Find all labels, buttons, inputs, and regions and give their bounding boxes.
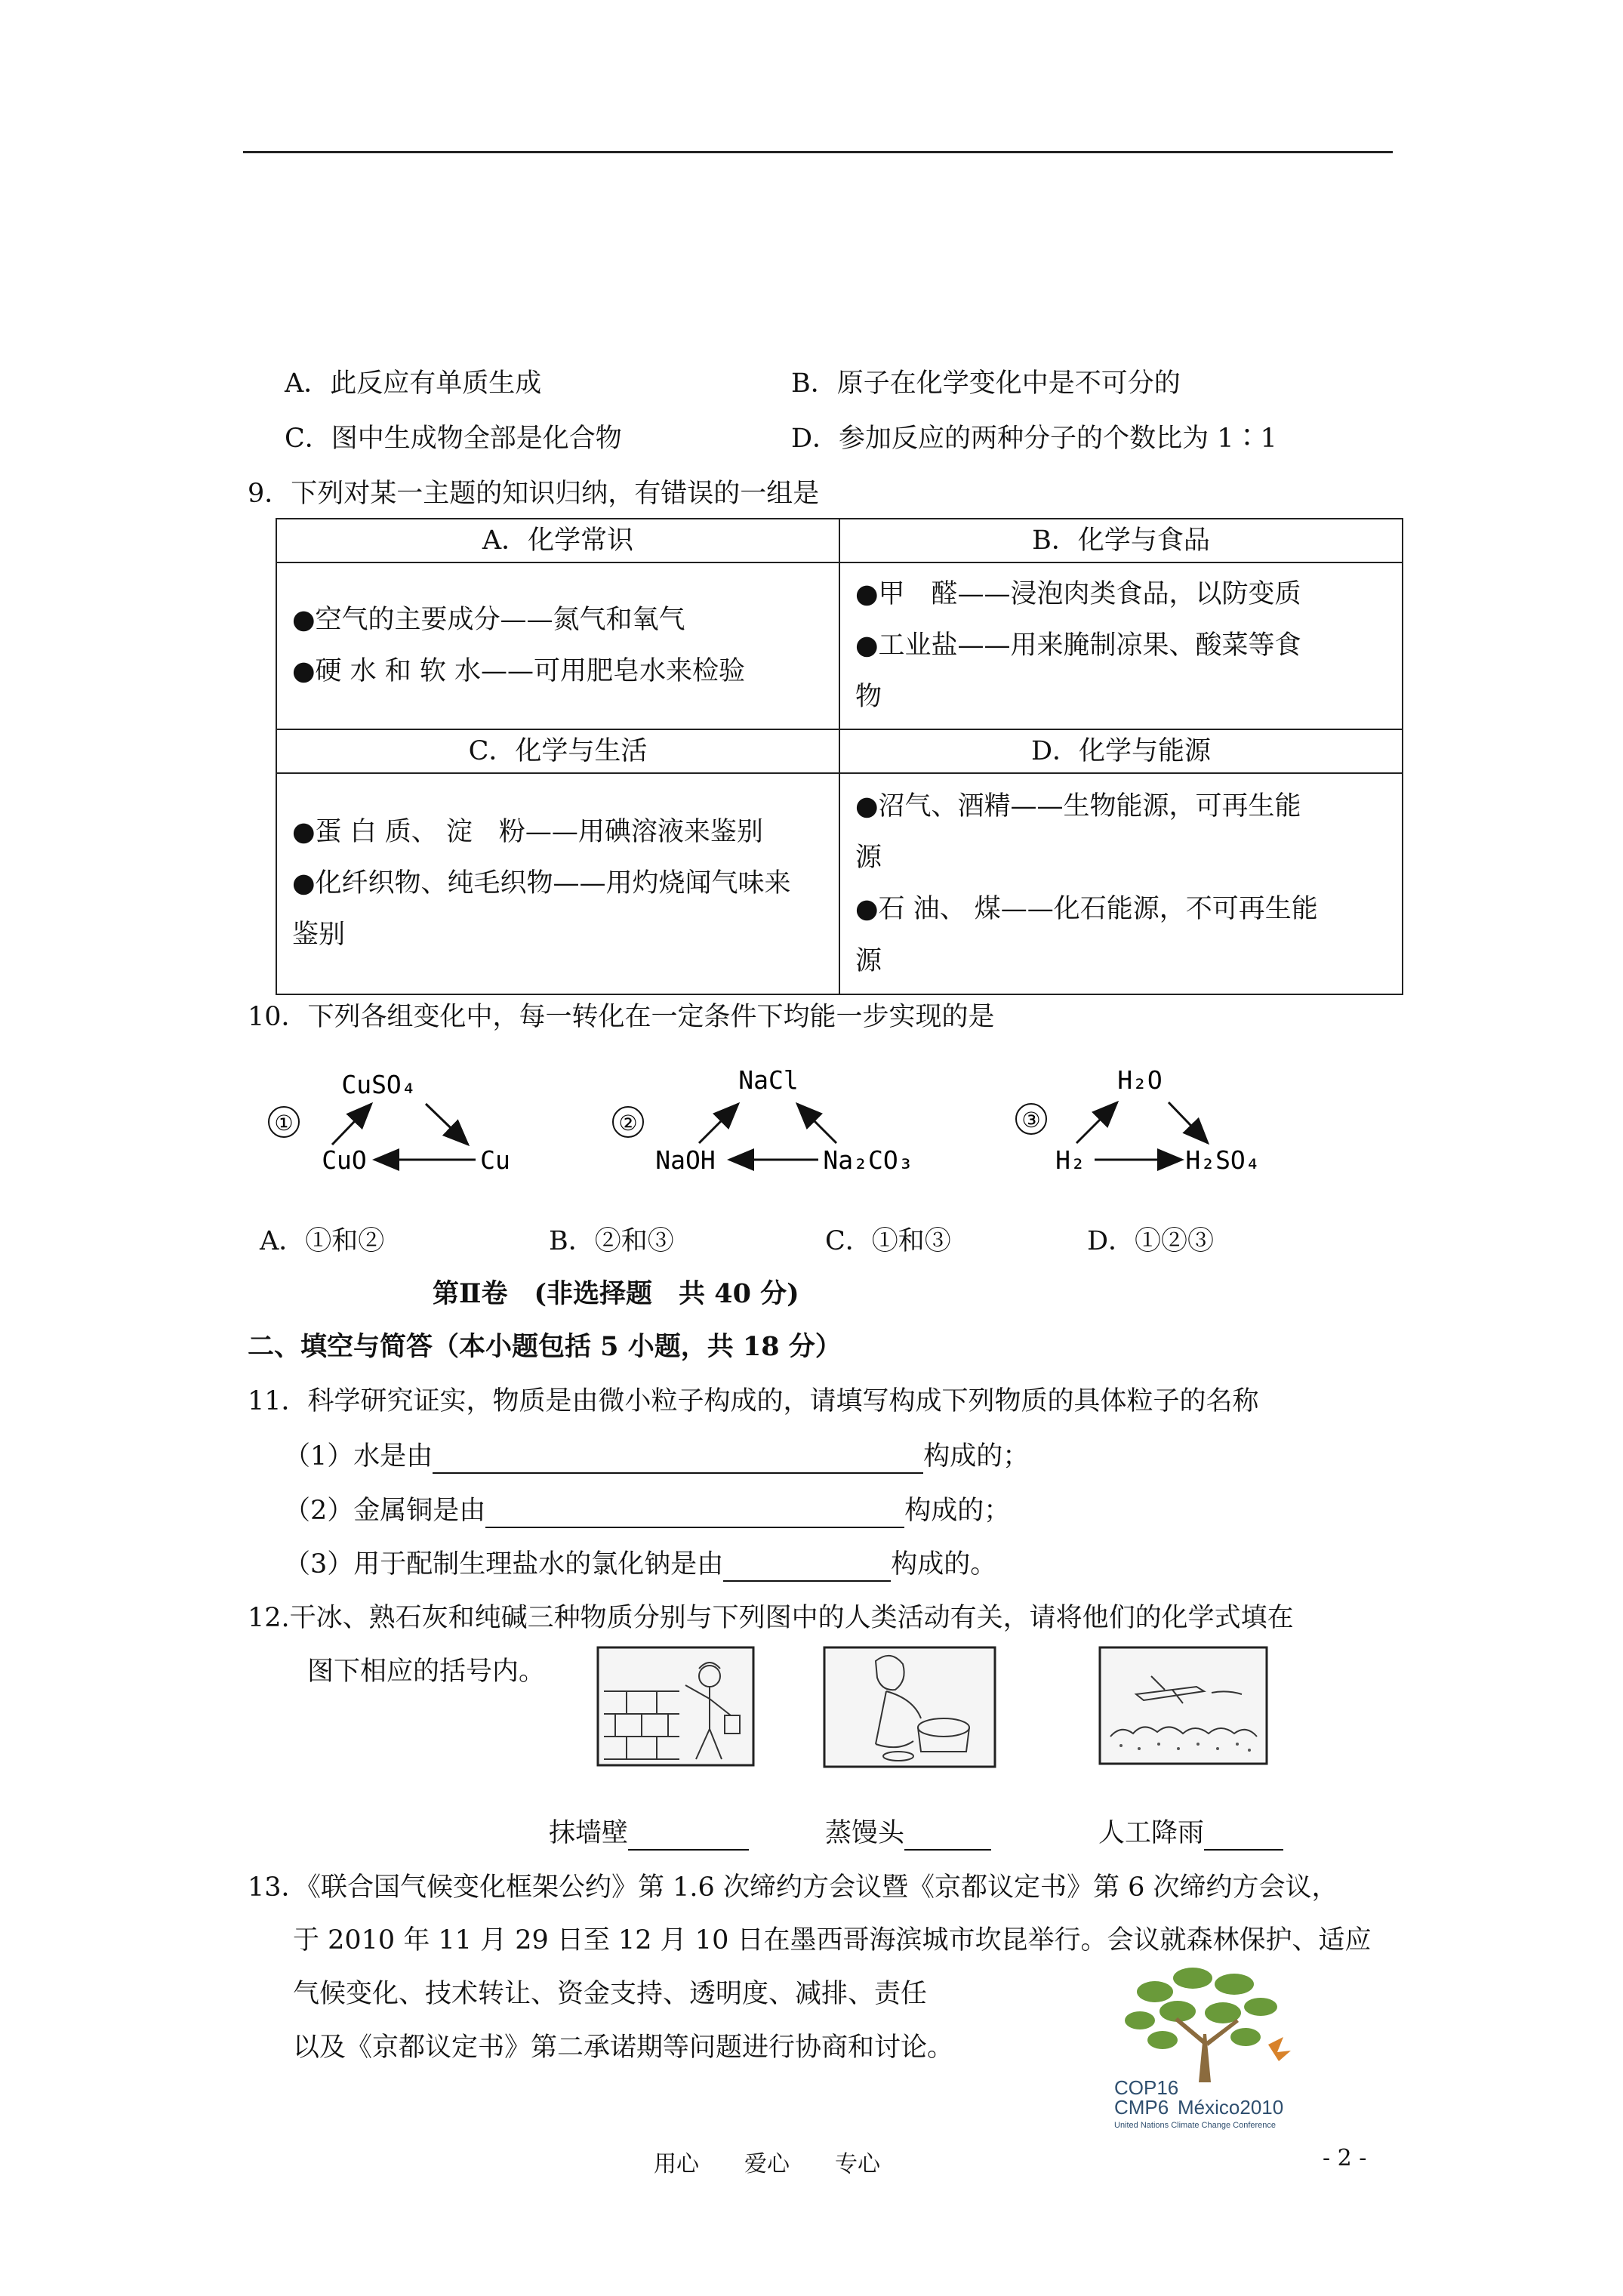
conversion-diagrams bbox=[249, 1049, 1321, 1200]
cell-c-head: C．化学与生活 bbox=[276, 729, 839, 773]
cell-d-body bbox=[839, 773, 1403, 994]
cell-b-line2: ●工业盐——用来腌制凉果、酸菜等食 bbox=[855, 630, 1301, 661]
diagram-2 bbox=[613, 1065, 913, 1175]
q12-line-2: 图下相应的括号内。 bbox=[307, 1657, 546, 1687]
cell-d-line4: 源 bbox=[855, 945, 882, 976]
diagram-1-top: CuSO₄ bbox=[341, 1070, 417, 1099]
cell-d-line2: 源 bbox=[855, 843, 882, 874]
q11-line-3 bbox=[284, 1549, 996, 1582]
logo-cop16: COP16 bbox=[1114, 2076, 1179, 2099]
q11-line-1 bbox=[284, 1441, 1029, 1474]
diagram-3-num: ③ bbox=[1021, 1108, 1041, 1133]
knowledge-table bbox=[276, 518, 1403, 995]
q9-stem: 9．下列对某一主题的知识归纳，有错误的一组是 bbox=[248, 479, 820, 509]
q12-blank-2[interactable] bbox=[904, 1817, 991, 1851]
cell-a-head: A．化学常识 bbox=[276, 519, 839, 562]
image-steaming-buns bbox=[823, 1646, 996, 1768]
q13-line-4: 以及《京都议定书》第二承诺期等问题进行协商和讨论。 bbox=[293, 2032, 954, 2063]
q11-blank-3[interactable] bbox=[723, 1549, 891, 1582]
q13-line-1: 13．《联合国气候变化框架公约》第 1.6 次缔约方会议暨《京都议定书》第 6 次缔约方会议， bbox=[248, 1872, 1338, 1903]
q8-option-d: D．参加反应的两种分子的个数比为 1∶1 bbox=[791, 424, 1277, 454]
diagram-3-right: H₂SO₄ bbox=[1185, 1145, 1261, 1175]
q8-option-c: C．图中生成物全部是化合物 bbox=[285, 424, 622, 454]
arrow-2a bbox=[699, 1104, 738, 1143]
part2-title: 第Ⅱ卷 (非选择题 共 40 分) bbox=[433, 1278, 799, 1309]
diagram-2-right: Na₂CO₃ bbox=[823, 1145, 913, 1175]
q10-option-c: C．①和③ bbox=[825, 1226, 951, 1256]
arrow-3a bbox=[1076, 1102, 1117, 1143]
q11-l3-suffix: 构成的。 bbox=[891, 1549, 997, 1579]
diagram-1-left: CuO bbox=[322, 1145, 367, 1175]
page-number: - 2 - bbox=[1323, 2145, 1367, 2171]
image-artificial-rain bbox=[1098, 1646, 1268, 1765]
diagram-1-right: Cu bbox=[480, 1145, 510, 1175]
arrow-1b bbox=[426, 1104, 468, 1145]
butterfly-icon bbox=[1268, 2037, 1291, 2061]
q11-l2-pre: （2）金属铜是由 bbox=[284, 1496, 486, 1526]
q12-label-steam: 蒸馒头 bbox=[825, 1818, 905, 1848]
q11-blank-2[interactable] bbox=[485, 1495, 904, 1528]
diagram-3-left: H₂ bbox=[1055, 1145, 1086, 1175]
cell-c-body bbox=[276, 773, 839, 994]
diagram-2-top: NaCl bbox=[738, 1065, 799, 1095]
cell-a-line1: ●空气的主要成分——氮气和氧气 bbox=[292, 605, 685, 636]
logo-cmp6: CMP6 bbox=[1114, 2096, 1169, 2119]
image-plastering-wall bbox=[596, 1646, 755, 1767]
diagram-1-num: ① bbox=[274, 1111, 294, 1136]
q11-stem: 11．科学研究证实，物质是由微小粒子构成的，请填写构成下列物质的具体粒子的名称 bbox=[248, 1386, 1259, 1416]
cell-d-line1: ●沼气、酒精——生物能源，可再生能 bbox=[855, 791, 1301, 821]
cell-a-body bbox=[276, 562, 839, 729]
q12-label-plaster: 抹墙壁 bbox=[549, 1818, 629, 1848]
q12-label-2 bbox=[825, 1817, 991, 1851]
q8-option-b: B．原子在化学变化中是不可分的 bbox=[791, 368, 1181, 399]
arrow-3b bbox=[1169, 1102, 1208, 1143]
cell-b-head: B．化学与食品 bbox=[839, 519, 1403, 562]
q10-option-a: A．①和② bbox=[260, 1226, 385, 1256]
q12-blank-3[interactable] bbox=[1204, 1817, 1283, 1851]
q11-blank-1[interactable] bbox=[433, 1441, 923, 1474]
cell-b-line1: ●甲 醛——浸泡肉类食品，以防变质 bbox=[855, 578, 1301, 609]
q13-line-3: 气候变化、技术转让、资金支持、透明度、减排、责任 bbox=[293, 1979, 928, 2009]
diagram-1 bbox=[269, 1070, 510, 1175]
q12-line-1: 12.干冰、熟石灰和纯碱三种物质分别与下列图中的人类活动有关，请将他们的化学式填在 bbox=[248, 1603, 1294, 1633]
cell-a-line2: ●硬 水 和 软 水——可用肥皂水来检验 bbox=[292, 656, 746, 687]
footer-center: 用心 爱心 专心 bbox=[654, 2151, 880, 2177]
section2-title: 二、填空与简答（本小题包括 5 小题，共 18 分） bbox=[248, 1331, 842, 1362]
q11-line-2 bbox=[284, 1495, 1010, 1528]
q10-stem: 10．下列各组变化中，每一转化在一定条件下均能一步实现的是 bbox=[248, 1002, 995, 1032]
diagram-3-top: H₂O bbox=[1117, 1065, 1163, 1095]
cell-c-line1: ●蛋 白 质、 淀 粉——用碘溶液来鉴别 bbox=[292, 816, 763, 847]
q12-label-3 bbox=[1098, 1817, 1283, 1851]
diagram-3 bbox=[1016, 1065, 1261, 1175]
arrow-2b bbox=[797, 1104, 836, 1143]
logo-mexico2010: México2010 bbox=[1178, 2096, 1284, 2119]
cell-d-line3: ●石 油、 煤——化石能源，不可再生能 bbox=[855, 894, 1318, 925]
cell-b-line3: 物 bbox=[855, 682, 882, 713]
arrow-1a bbox=[332, 1104, 371, 1145]
cell-b-body bbox=[839, 562, 1403, 729]
q11-l3-pre: （3）用于配制生理盐水的氯化钠是由 bbox=[284, 1549, 724, 1579]
q13-line-2: 于 2010 年 11 月 29 日至 12 月 10 日在墨西哥海滨城市坎昆举行。会议就森林保护、适应 bbox=[293, 1925, 1372, 1955]
logo-unccc: United Nations Climate Change Conference bbox=[1114, 2121, 1277, 2130]
diagram-2-left: NaOH bbox=[655, 1145, 716, 1175]
q11-l1-pre: （1）水是由 bbox=[284, 1441, 433, 1472]
q10-option-b: B．②和③ bbox=[549, 1226, 674, 1256]
cell-c-line3: 鉴别 bbox=[292, 920, 346, 951]
q11-l2-suffix: 构成的； bbox=[904, 1496, 1011, 1526]
q10-option-d: D．①②③ bbox=[1087, 1226, 1215, 1256]
cell-d-head: D．化学与能源 bbox=[839, 729, 1403, 773]
diagram-2-num: ② bbox=[618, 1111, 638, 1136]
cell-c-line2: ●化纤织物、纯毛织物——用灼烧闻气味来 bbox=[292, 868, 791, 899]
q12-label-1 bbox=[549, 1817, 749, 1851]
q12-blank-1[interactable] bbox=[628, 1817, 749, 1851]
header-rule bbox=[243, 151, 1393, 153]
q8-option-a: A．此反应有单质生成 bbox=[285, 368, 542, 399]
q12-label-rain: 人工降雨 bbox=[1098, 1818, 1205, 1848]
cop16-logo bbox=[1110, 1962, 1306, 2135]
q11-l1-suffix: 构成的； bbox=[923, 1441, 1030, 1472]
